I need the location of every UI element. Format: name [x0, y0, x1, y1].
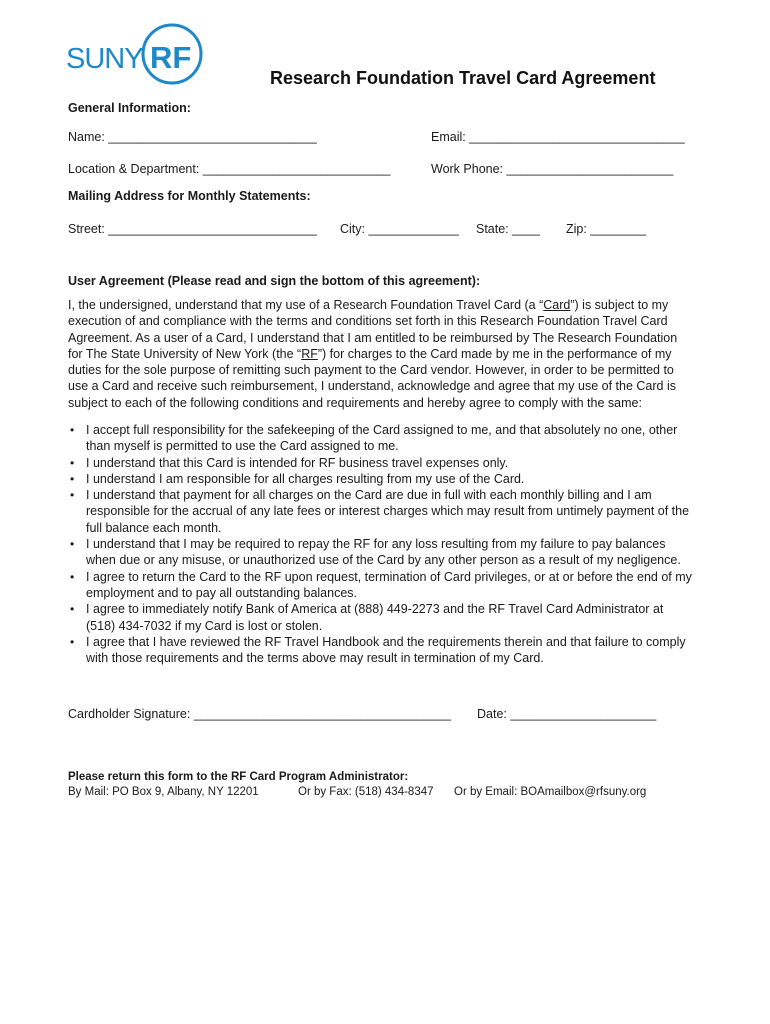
condition-item: • I agree that I have reviewed the RF Travel Handbook and the requirements therein and that failure to comply with those requirements and the terms above may result in termination of my Card.	[68, 634, 696, 667]
condition-item: • I understand that payment for all charges on the Card are due in full with each monthly billing and I am responsible for the accrual of any late fees or interest charges which may result from untimely payment of the full balance each month.	[68, 487, 696, 536]
condition-item: • I agree to immediately notify Bank of America at (888) 449-2273 and the RF Travel Card Administrator at (518) 434-7032 if my Card is lost or stolen.	[68, 601, 696, 634]
work-phone-field[interactable]: Work Phone: ________________________	[431, 162, 674, 176]
street-field[interactable]: Street: ______________________________	[68, 222, 317, 236]
return-by-mail: By Mail: PO Box 9, Albany, NY 12201	[68, 786, 259, 798]
card-term: Card	[543, 298, 571, 312]
zip-field[interactable]: Zip: ________	[566, 222, 646, 236]
suny-rf-logo	[66, 22, 206, 86]
agreement-paragraph-part-2: ”) is subject to my execution of and compliance with the terms and conditions set forth in this Research Foundation Travel Card Agreement. As a user of a Card, I understand that I am entitled to be reimbursed by The Research Foundation for The State University of New York (the “	[68, 298, 678, 361]
condition-item: • I agree to return the Card to the RF upon request, termination of Card privileges, or at or before the end of my employment and to pay all outstanding balances.	[68, 569, 696, 602]
condition-item: • I understand I am responsible for all charges resulting from my use of the Card.	[68, 471, 696, 487]
suny-rf-logo-graphic	[66, 22, 206, 86]
location-department-field[interactable]: Location & Department: ___________________________	[68, 162, 391, 176]
logo-suny-text: SUNY	[66, 43, 143, 75]
name-field[interactable]: Name: ______________________________	[68, 130, 317, 144]
agreement-paragraph-part-1: I, the undersigned, understand that my use of a Research Foundation Travel Card (a “	[68, 298, 544, 312]
logo-rf-text: RF	[150, 40, 192, 75]
state-field[interactable]: State: ____	[476, 222, 540, 236]
cardholder-signature-field[interactable]: Cardholder Signature: _____________________________________	[68, 707, 451, 721]
agreement-paragraph	[68, 297, 690, 411]
condition-item: • I understand that this Card is intended for RF business travel expenses only.	[68, 455, 696, 471]
signature-date-field[interactable]: Date: _____________________	[477, 707, 657, 721]
email-field[interactable]: Email: _______________________________	[431, 130, 685, 144]
return-by-fax: Or by Fax: (518) 434-8347	[298, 786, 434, 798]
rf-term: RF	[301, 346, 318, 361]
condition-item: • I understand that I may be required to repay the RF for any loss resulting from my failure to pay balances when due or any misuse, or unauthorized use of the Card by any other person as a result of my negligence.	[68, 536, 696, 569]
general-info-heading: General Information:	[68, 101, 191, 115]
agreement-conditions-list	[68, 422, 696, 666]
return-info-heading: Please return this form to the RF Card Program Administrator:	[68, 771, 409, 783]
agreement-paragraph-part-3: ”) for charges to the Card made by me in the performance of my duties for the sole purpose of remitting such payment to the Card vendor. However, in order to be permitted to use a Card and receive such reimbursement, I understand, acknowledge and agree that my use of the Card is subject to each of the following conditions and requirements and hereby agree to comply with the same:	[68, 346, 676, 410]
user-agreement-heading: User Agreement (Please read and sign the bottom of this agreement):	[68, 274, 481, 288]
return-by-email: Or by Email: BOAmailbox@rfsuny.org	[454, 786, 647, 798]
mailing-address-heading: Mailing Address for Monthly Statements:	[68, 189, 311, 203]
document-title: Research Foundation Travel Card Agreement	[270, 68, 656, 88]
condition-item: • I accept full responsibility for the safekeeping of the Card assigned to me, and that absolutely no one, other than myself is permitted to use the Card assigned to me.	[68, 422, 696, 455]
city-field[interactable]: City: _____________	[340, 222, 459, 236]
